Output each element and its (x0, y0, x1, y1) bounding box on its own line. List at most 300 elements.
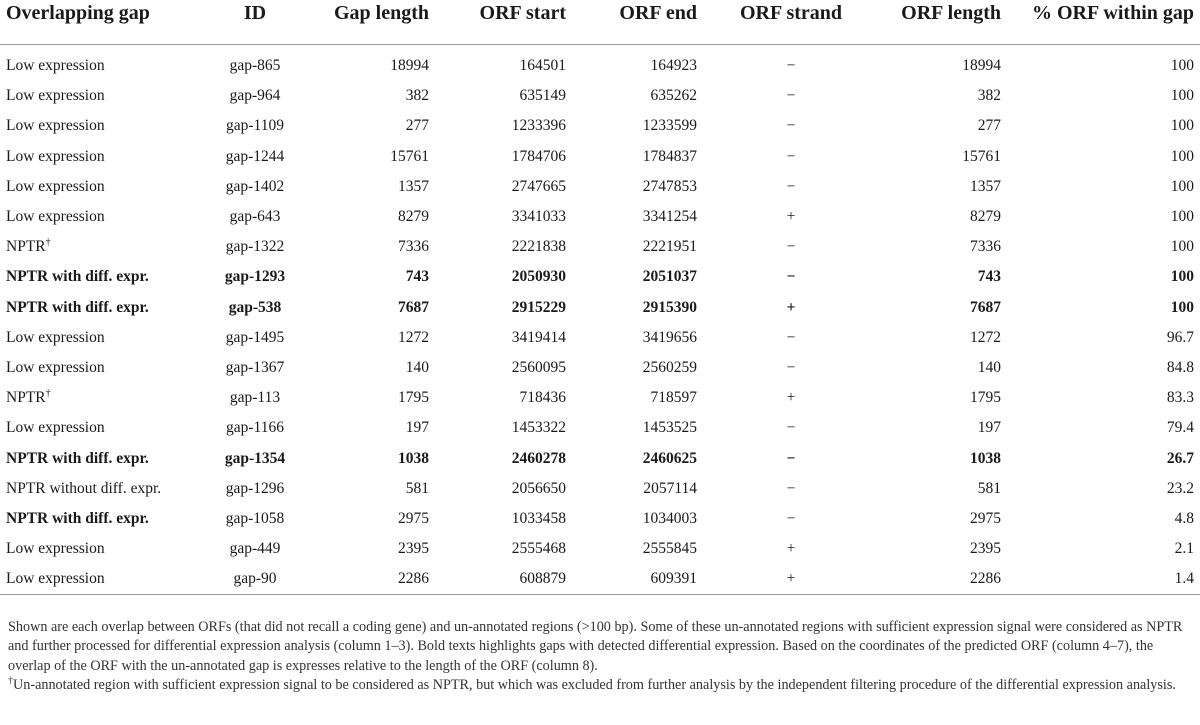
cell-orf-strand-text: + (786, 389, 796, 407)
cell-orf-end-text: 635262 (650, 87, 697, 105)
cell-orf-end-text: 2057114 (643, 479, 697, 497)
footnote-dagger (8, 676, 1192, 695)
cell-gap-length (310, 413, 435, 443)
cell-orf-length (879, 353, 1007, 383)
cell-orf-length-text: 743 (977, 268, 1001, 286)
cell-pct-orf-within-gap-text: 4.8 (1174, 509, 1194, 527)
cell-orf-length (879, 81, 1007, 111)
table-row (0, 45, 1200, 82)
cell-orf-end (572, 45, 703, 82)
cell-orf-end (572, 443, 703, 473)
table-row (0, 202, 1200, 232)
cell-orf-strand-text: − (786, 268, 796, 286)
cell-gap-length-text: 1272 (398, 328, 429, 346)
cell-overlapping-gap-text: NPTR (6, 238, 46, 256)
cell-pct-orf-within-gap (1007, 323, 1200, 353)
cell-id (200, 142, 310, 172)
cell-pct-orf-within-gap (1007, 142, 1200, 172)
cell-orf-end (572, 262, 703, 292)
dagger-superscript: † (45, 388, 51, 399)
cell-orf-end (572, 142, 703, 172)
cell-id-text: gap-1109 (226, 117, 284, 135)
cell-orf-strand (703, 45, 879, 82)
dagger-mark: † (8, 675, 13, 687)
cell-orf-start (435, 293, 572, 323)
cell-orf-length (879, 474, 1007, 504)
cell-pct-orf-within-gap (1007, 293, 1200, 323)
cell-orf-end-text: 718597 (650, 389, 697, 407)
header-orf-strand: ORF strand (703, 0, 879, 45)
cell-gap-length-text: 1795 (398, 389, 429, 407)
cell-id (200, 232, 310, 262)
cell-id-text: gap-449 (229, 540, 281, 558)
dagger-text: Un-annotated region with sufficient expression signal to be considered as NPTR, but which was excluded from further analysis by the independent filtering procedure of the differential expression analysis. (13, 677, 1176, 694)
cell-orf-start-text: 608879 (519, 570, 566, 588)
cell-id (200, 383, 310, 413)
footnote-description: Shown are each overlap between ORFs (that did not recall a coding gene) and un-annotated regions (>100 bp). Some of these un-annotated regions with sufficient expression signal were considered as NPTR and further processed for differential expression analysis (column 1–3). Bold texts highlights gaps with detected differential expression. Based on the coordinates of the predicted ORF (column 4–7), the overlap of the ORF with the un-annotated gap is expresses relative to the length of the ORF (column 8). (8, 619, 1183, 674)
cell-pct-orf-within-gap-text: 100 (1170, 238, 1194, 256)
cell-id-text: gap-1322 (225, 238, 285, 256)
cell-orf-strand (703, 443, 879, 473)
cell-orf-length-text: 1795 (970, 389, 1001, 407)
cell-orf-strand-text: − (786, 238, 796, 256)
cell-overlapping-gap (0, 142, 200, 172)
cell-pct-orf-within-gap (1007, 534, 1200, 564)
cell-pct-orf-within-gap-text: 79.4 (1166, 419, 1194, 437)
cell-orf-start (435, 45, 572, 82)
cell-orf-end (572, 232, 703, 262)
cell-overlapping-gap-text: Low expression (6, 117, 105, 135)
cell-orf-end-text: 1233599 (642, 117, 697, 135)
cell-orf-length (879, 323, 1007, 353)
cell-orf-strand (703, 232, 879, 262)
cell-overlapping-gap (0, 534, 200, 564)
cell-id (200, 413, 310, 443)
cell-pct-orf-within-gap (1007, 262, 1200, 292)
cell-overlapping-gap-text: NPTR (6, 389, 46, 407)
cell-overlapping-gap (0, 232, 200, 262)
cell-orf-strand (703, 142, 879, 172)
table-row (0, 443, 1200, 473)
cell-orf-end-text: 164923 (650, 57, 697, 75)
table-row (0, 474, 1200, 504)
cell-orf-start (435, 232, 572, 262)
cell-id (200, 443, 310, 473)
cell-id (200, 45, 310, 82)
cell-gap-length (310, 293, 435, 323)
cell-orf-strand-text: + (786, 298, 796, 316)
cell-orf-end (572, 534, 703, 564)
cell-id (200, 293, 310, 323)
table-row (0, 534, 1200, 564)
cell-orf-end-text: 2051037 (642, 268, 697, 286)
cell-pct-orf-within-gap-text: 84.8 (1166, 358, 1194, 376)
cell-overlapping-gap-text: Low expression (6, 177, 105, 195)
cell-id-text: gap-865 (229, 57, 281, 75)
cell-id (200, 564, 310, 595)
cell-orf-strand (703, 293, 879, 323)
cell-orf-strand (703, 323, 879, 353)
cell-gap-length (310, 142, 435, 172)
cell-orf-length (879, 413, 1007, 443)
cell-orf-length-text: 1272 (970, 328, 1001, 346)
cell-pct-orf-within-gap-text: 2.1 (1174, 540, 1194, 558)
cell-gap-length (310, 504, 435, 534)
cell-pct-orf-within-gap (1007, 353, 1200, 383)
cell-gap-length-text: 197 (405, 419, 429, 437)
cell-orf-start (435, 81, 572, 111)
cell-orf-strand-text: − (786, 117, 796, 135)
cell-gap-length-text: 7687 (398, 298, 429, 316)
cell-orf-length (879, 111, 1007, 141)
cell-orf-start (435, 172, 572, 202)
cell-orf-start (435, 142, 572, 172)
cell-pct-orf-within-gap-text: 96.7 (1166, 328, 1194, 346)
cell-orf-end (572, 383, 703, 413)
table-row (0, 262, 1200, 292)
cell-orf-strand-text: − (786, 87, 796, 105)
cell-orf-length (879, 172, 1007, 202)
cell-orf-strand-text: + (786, 208, 796, 226)
cell-orf-start (435, 262, 572, 292)
cell-id-text: gap-1296 (225, 479, 285, 497)
cell-orf-strand (703, 504, 879, 534)
cell-orf-strand-text: − (786, 57, 796, 75)
cell-orf-start-text: 3419414 (511, 328, 566, 346)
cell-pct-orf-within-gap (1007, 504, 1200, 534)
cell-orf-strand-text: − (786, 358, 796, 376)
cell-orf-length (879, 504, 1007, 534)
cell-pct-orf-within-gap (1007, 383, 1200, 413)
table-row (0, 232, 1200, 262)
cell-orf-strand-text: + (786, 540, 796, 558)
cell-overlapping-gap-text: Low expression (6, 419, 105, 437)
cell-orf-start (435, 353, 572, 383)
header-gap-length: Gap length (310, 0, 435, 45)
cell-orf-strand-text: + (786, 570, 796, 588)
cell-orf-start-text: 2555468 (511, 540, 566, 558)
cell-orf-end (572, 353, 703, 383)
header-orf-start: ORF start (435, 0, 572, 45)
cell-overlapping-gap (0, 293, 200, 323)
cell-gap-length-text: 8279 (398, 208, 429, 226)
header-row (0, 0, 1200, 45)
cell-orf-start (435, 443, 572, 473)
cell-orf-length (879, 262, 1007, 292)
cell-orf-end-text: 2221951 (642, 238, 697, 256)
cell-orf-start (435, 504, 572, 534)
cell-orf-strand-text: − (786, 177, 796, 195)
cell-pct-orf-within-gap (1007, 45, 1200, 82)
table-row (0, 504, 1200, 534)
cell-id (200, 504, 310, 534)
cell-pct-orf-within-gap-text: 100 (1170, 57, 1194, 75)
cell-orf-start-text: 2560095 (511, 358, 566, 376)
cell-pct-orf-within-gap-text: 23.2 (1166, 479, 1194, 497)
cell-gap-length (310, 534, 435, 564)
cell-pct-orf-within-gap (1007, 443, 1200, 473)
cell-overlapping-gap (0, 443, 200, 473)
cell-overlapping-gap (0, 323, 200, 353)
cell-overlapping-gap (0, 81, 200, 111)
cell-orf-end-text: 2747853 (642, 177, 697, 195)
cell-gap-length-text: 743 (405, 268, 429, 286)
table-row (0, 353, 1200, 383)
cell-orf-length-text: 277 (977, 117, 1001, 135)
cell-id (200, 534, 310, 564)
table-row (0, 142, 1200, 172)
cell-orf-start-text: 718436 (519, 389, 566, 407)
cell-gap-length (310, 202, 435, 232)
cell-pct-orf-within-gap (1007, 232, 1200, 262)
table-footnotes (8, 618, 1192, 696)
cell-orf-strand-text: − (786, 419, 796, 437)
table-row (0, 564, 1200, 595)
cell-overlapping-gap-text: Low expression (6, 147, 105, 165)
cell-orf-start-text: 635149 (519, 87, 566, 105)
cell-orf-end-text: 2915390 (642, 298, 697, 316)
cell-orf-strand (703, 534, 879, 564)
cell-pct-orf-within-gap-text: 83.3 (1166, 389, 1194, 407)
cell-orf-start (435, 111, 572, 141)
cell-gap-length-text: 15761 (390, 147, 429, 165)
cell-orf-end-text: 3419656 (642, 328, 697, 346)
table-row (0, 293, 1200, 323)
cell-gap-length (310, 81, 435, 111)
cell-gap-length-text: 581 (405, 479, 429, 497)
cell-pct-orf-within-gap-text: 100 (1170, 177, 1194, 195)
cell-orf-end (572, 81, 703, 111)
cell-orf-length (879, 293, 1007, 323)
cell-id (200, 353, 310, 383)
cell-gap-length-text: 2286 (398, 570, 429, 588)
cell-orf-length (879, 534, 1007, 564)
cell-overlapping-gap (0, 383, 200, 413)
cell-gap-length-text: 18994 (390, 57, 429, 75)
table-row (0, 111, 1200, 141)
cell-orf-length-text: 382 (977, 87, 1001, 105)
cell-orf-start-text: 164501 (519, 57, 566, 75)
cell-id-text: gap-1166 (226, 419, 284, 437)
cell-id-text: gap-1354 (224, 449, 286, 467)
cell-id-text: gap-90 (233, 570, 277, 588)
cell-overlapping-gap-text: Low expression (6, 328, 105, 346)
cell-orf-start (435, 564, 572, 595)
cell-pct-orf-within-gap-text: 100 (1170, 208, 1194, 226)
cell-orf-length-text: 2286 (970, 570, 1001, 588)
cell-gap-length (310, 564, 435, 595)
cell-orf-start (435, 383, 572, 413)
table-row (0, 172, 1200, 202)
cell-id-text: gap-643 (229, 208, 281, 226)
cell-overlapping-gap (0, 564, 200, 595)
cell-overlapping-gap-text: Low expression (6, 57, 105, 75)
cell-orf-start (435, 202, 572, 232)
cell-orf-length-text: 8279 (970, 208, 1001, 226)
cell-orf-length (879, 383, 1007, 413)
cell-orf-length-text: 7336 (970, 238, 1001, 256)
cell-id (200, 202, 310, 232)
cell-id-text: gap-113 (229, 389, 281, 407)
cell-orf-strand-text: − (786, 147, 796, 165)
cell-gap-length-text: 7336 (398, 238, 429, 256)
cell-id-text: gap-1402 (225, 177, 285, 195)
cell-orf-end (572, 172, 703, 202)
cell-overlapping-gap-text: NPTR without diff. expr. (6, 479, 162, 497)
cell-orf-strand (703, 202, 879, 232)
cell-orf-strand (703, 383, 879, 413)
cell-orf-end-text: 1034003 (642, 509, 697, 527)
cell-gap-length (310, 172, 435, 202)
cell-gap-length-text: 2395 (398, 540, 429, 558)
cell-orf-strand (703, 81, 879, 111)
cell-overlapping-gap-text: NPTR with diff. expr. (6, 268, 149, 286)
cell-pct-orf-within-gap (1007, 202, 1200, 232)
cell-pct-orf-within-gap (1007, 111, 1200, 141)
cell-id-text: gap-1495 (225, 328, 285, 346)
cell-gap-length-text: 1357 (398, 177, 429, 195)
cell-orf-start-text: 2915229 (511, 298, 566, 316)
cell-pct-orf-within-gap-text: 26.7 (1166, 449, 1194, 467)
cell-orf-start-text: 3341033 (511, 208, 566, 226)
cell-pct-orf-within-gap (1007, 413, 1200, 443)
cell-gap-length (310, 232, 435, 262)
header-orf-end: ORF end (572, 0, 703, 45)
cell-pct-orf-within-gap (1007, 474, 1200, 504)
cell-orf-end (572, 413, 703, 443)
cell-orf-end-text: 609391 (650, 570, 697, 588)
cell-orf-end (572, 323, 703, 353)
cell-gap-length-text: 140 (405, 358, 429, 376)
cell-overlapping-gap (0, 202, 200, 232)
cell-orf-strand (703, 413, 879, 443)
cell-orf-strand-text: − (786, 328, 796, 346)
cell-id (200, 262, 310, 292)
cell-orf-end-text: 3341254 (642, 208, 697, 226)
cell-orf-length-text: 1357 (970, 177, 1001, 195)
cell-id (200, 111, 310, 141)
cell-id-text: gap-1367 (225, 358, 285, 376)
cell-pct-orf-within-gap-text: 100 (1170, 87, 1194, 105)
cell-gap-length (310, 111, 435, 141)
table-row (0, 81, 1200, 111)
cell-orf-start-text: 1233396 (511, 117, 566, 135)
cell-gap-length-text: 1038 (398, 449, 429, 467)
cell-overlapping-gap (0, 262, 200, 292)
cell-overlapping-gap (0, 413, 200, 443)
cell-gap-length (310, 45, 435, 82)
cell-orf-strand (703, 564, 879, 595)
cell-overlapping-gap (0, 45, 200, 82)
cell-id (200, 323, 310, 353)
cell-orf-start (435, 413, 572, 443)
cell-orf-start-text: 1453322 (511, 419, 566, 437)
cell-orf-strand-text: − (786, 479, 796, 497)
cell-orf-length (879, 202, 1007, 232)
cell-orf-strand (703, 262, 879, 292)
cell-orf-start-text: 1784706 (511, 147, 566, 165)
cell-orf-end-text: 2460625 (642, 449, 697, 467)
cell-overlapping-gap-text: NPTR with diff. expr. (6, 509, 149, 527)
cell-gap-length (310, 323, 435, 353)
cell-overlapping-gap-text: Low expression (6, 208, 105, 226)
cell-orf-end-text: 2560259 (642, 358, 697, 376)
cell-pct-orf-within-gap (1007, 81, 1200, 111)
cell-overlapping-gap (0, 474, 200, 504)
header-overlapping-gap: Overlapping gap (0, 0, 200, 45)
cell-gap-length (310, 353, 435, 383)
cell-id-text: gap-1244 (225, 147, 285, 165)
header-pct-orf-within-gap: % ORF within gap (1007, 0, 1200, 45)
cell-orf-length-text: 2975 (970, 509, 1001, 527)
cell-id-text: gap-964 (229, 87, 281, 105)
header-id: ID (200, 0, 310, 45)
cell-gap-length-text: 277 (405, 117, 429, 135)
cell-orf-start (435, 534, 572, 564)
cell-pct-orf-within-gap-text: 1.4 (1174, 570, 1194, 588)
cell-orf-start-text: 1033458 (511, 509, 566, 527)
cell-orf-start-text: 2056650 (511, 479, 566, 497)
cell-orf-length-text: 7687 (970, 298, 1001, 316)
cell-overlapping-gap-text: NPTR with diff. expr. (6, 449, 149, 467)
table-row (0, 413, 1200, 443)
cell-overlapping-gap-text: Low expression (6, 358, 105, 376)
table-row (0, 323, 1200, 353)
cell-orf-start (435, 323, 572, 353)
cell-gap-length (310, 262, 435, 292)
cell-overlapping-gap (0, 172, 200, 202)
cell-gap-length (310, 474, 435, 504)
cell-orf-end (572, 111, 703, 141)
cell-orf-length (879, 142, 1007, 172)
cell-orf-strand (703, 111, 879, 141)
cell-orf-length-text: 1038 (970, 449, 1001, 467)
cell-gap-length-text: 382 (405, 87, 429, 105)
cell-orf-strand (703, 353, 879, 383)
cell-orf-end (572, 202, 703, 232)
cell-orf-start-text: 2050930 (511, 268, 566, 286)
header-orf-length: ORF length (879, 0, 1007, 45)
cell-orf-end-text: 1784837 (642, 147, 697, 165)
cell-orf-length-text: 2395 (970, 540, 1001, 558)
cell-orf-start-text: 2747665 (511, 177, 566, 195)
cell-overlapping-gap-text: NPTR with diff. expr. (6, 298, 149, 316)
cell-pct-orf-within-gap-text: 100 (1170, 147, 1194, 165)
cell-overlapping-gap (0, 504, 200, 534)
table-body (0, 45, 1200, 595)
cell-orf-strand-text: − (786, 509, 796, 527)
cell-orf-end-text: 1453525 (642, 419, 697, 437)
dagger-superscript: † (45, 237, 51, 249)
cell-orf-strand-text: − (786, 449, 796, 467)
cell-orf-length-text: 197 (977, 419, 1001, 437)
cell-orf-length-text: 18994 (962, 57, 1001, 75)
cell-orf-end (572, 564, 703, 595)
cell-orf-end (572, 293, 703, 323)
cell-id (200, 474, 310, 504)
cell-gap-length (310, 443, 435, 473)
cell-id (200, 81, 310, 111)
cell-id-text: gap-1293 (224, 268, 286, 286)
cell-overlapping-gap-text: Low expression (6, 540, 105, 558)
cell-orf-end (572, 474, 703, 504)
cell-orf-length-text: 15761 (962, 147, 1001, 165)
cell-overlapping-gap-text: Low expression (6, 87, 105, 105)
cell-pct-orf-within-gap-text: 100 (1170, 117, 1194, 135)
table-row (0, 383, 1200, 413)
cell-overlapping-gap (0, 353, 200, 383)
cell-orf-strand (703, 474, 879, 504)
